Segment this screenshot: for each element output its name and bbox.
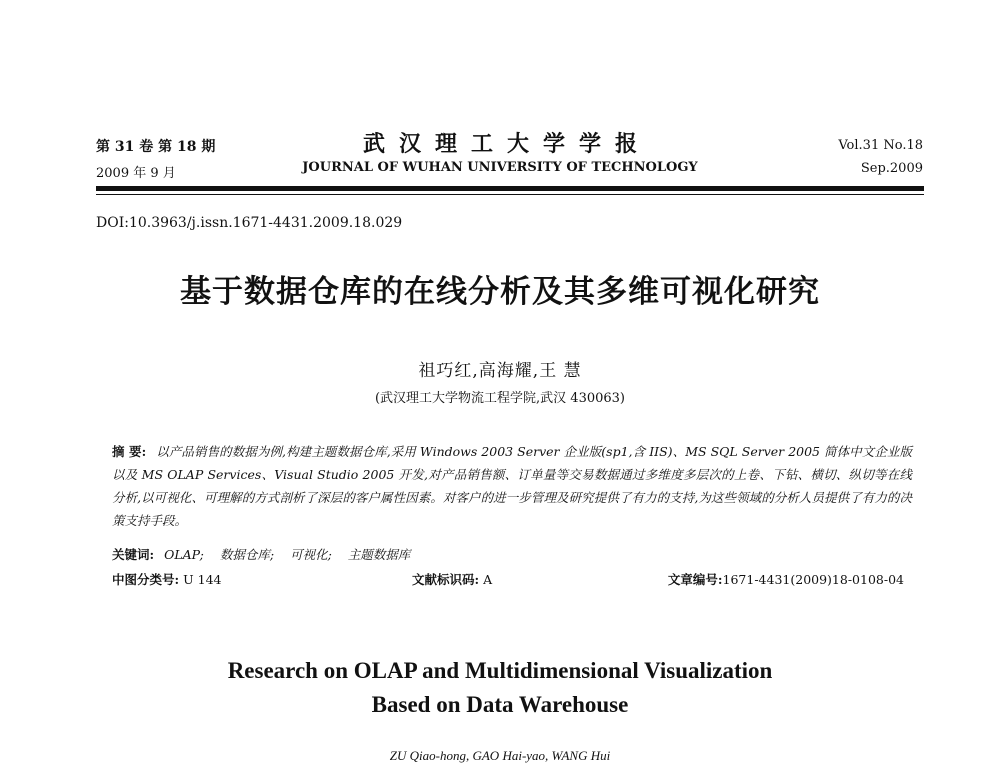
header-rule-thin [96, 194, 924, 195]
doc-code-label: 文献标识码: [412, 572, 480, 587]
article-number [668, 570, 904, 588]
paper-title-en [0, 654, 1000, 722]
paper-title-en-line2: Based on Data Warehouse [371, 692, 629, 717]
clc-label: 中图分类号: [112, 572, 180, 587]
authors-zh: 祖巧红,高海耀,王 慧 [418, 361, 582, 381]
date-en: Sep.2009 [860, 161, 923, 176]
volume-issue-en: Vol.31 No.18 [838, 138, 923, 153]
keyword: 主题数据库 [347, 547, 411, 562]
abstract-label: 摘 要: [112, 444, 147, 459]
affiliation-zh: (武汉理工大学物流工程学院,武汉 430063) [374, 391, 626, 406]
keyword: 可视化; [290, 547, 332, 562]
document-code [412, 570, 492, 588]
abstract-text: 以产品销售的数据为例,构建主题数据仓库,采用 Windows 2003 Server 企业版(sp1,含 IIS)、MS SQL Server 2005 简体中文企业版以及 MS OLAP Services、Visual Studio 2005 开发,对产品销售额、订单量等交易数据通过多维度多层次的上卷、下钻、横切、纵切等在线分析,以可视化、可理解的方式剖析了深层的客户属性因素。对客户的进一步管理及研究提供了有力的支持,为这些领域的分析人员提供了有力的决策支持手段。 [112, 444, 913, 528]
keyword: 数据仓库; [219, 547, 275, 562]
article-no-label: 文章编号: [667, 572, 723, 587]
clc-number [112, 570, 221, 588]
clc-value: U 144 [183, 572, 222, 587]
keywords [112, 545, 422, 563]
header-rule-thick [96, 186, 924, 191]
authors-en: ZU Qiao-hong, GAO Hai-yao, WANG Hui [389, 748, 611, 763]
keywords-label: 关键词: [112, 547, 155, 562]
journal-title-en: JOURNAL OF WUHAN UNIVERSITY OF TECHNOLOGY [302, 160, 698, 175]
paper-title-zh: 基于数据仓库的在线分析及其多维可视化研究 [180, 274, 820, 310]
abstract [112, 440, 912, 532]
keyword: OLAP; [164, 547, 204, 562]
doc-code-value: A [483, 572, 493, 587]
article-no-value: 1671-4431(2009)18-0108-04 [722, 572, 904, 587]
doi: DOI:10.3963/j.issn.1671-4431.2009.18.029 [96, 215, 403, 231]
paper-title-en-line1: Research on OLAP and Multidimensional Visualization [227, 658, 773, 683]
date-zh: 2009 年 9 月 [96, 166, 176, 181]
volume-issue-zh: 第 31 卷 第 18 期 [96, 139, 216, 155]
journal-title-zh: 武汉理工大学学报 [362, 131, 651, 157]
